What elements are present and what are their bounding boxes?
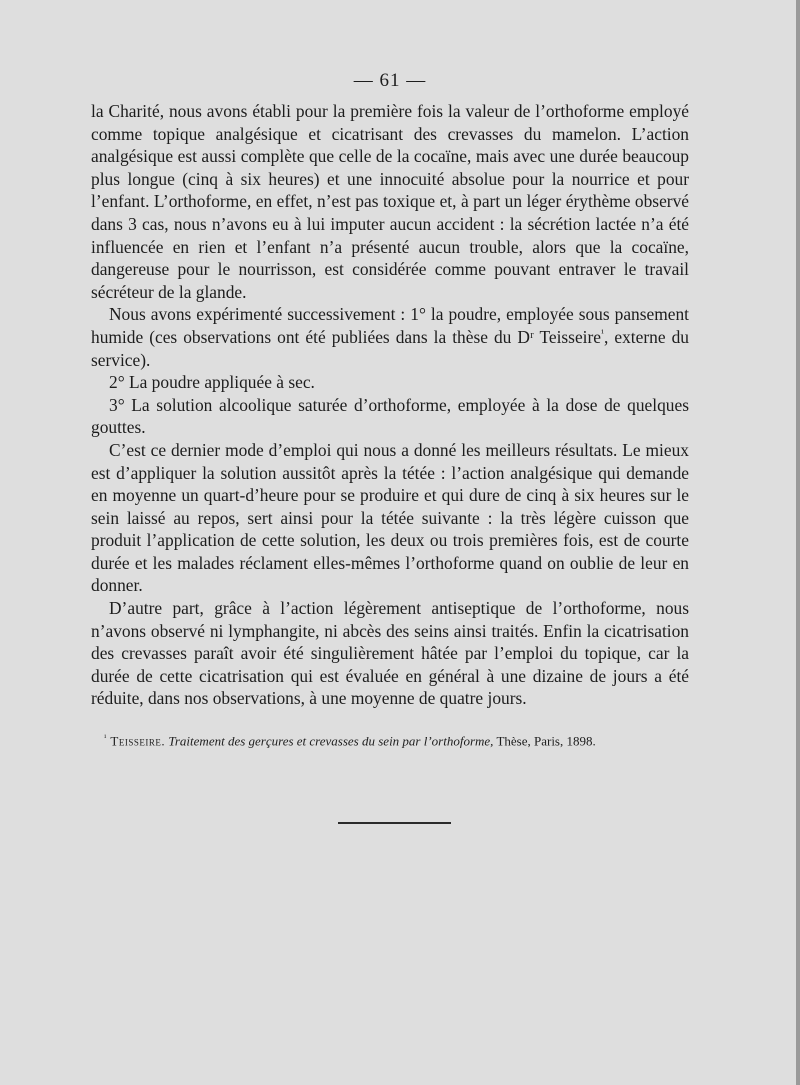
footnote-mark: ¹: [104, 733, 107, 742]
footnote-rest: Thèse, Paris, 1898.: [496, 733, 596, 749]
paragraph-6: D’autre part, grâce à l’action légèrement antiseptique de l’orthoforme, nous n’avons observé ni lymphangite, ni abcès des seins ainsi traités. Enfin la cicatrisation des crevasses paraît avoir été singulièrement hâtée par l’emploi du topique, car la durée de cette cicatrisation qui est évaluée en général à une dizaine de jours a été réduite, dans nos observations, à une moyenne de quatre jours.: [91, 598, 689, 709]
paragraph-1: la Charité, nous avons établi pour la première fois la valeur de l’orthoforme employé comme topique analgésique et cicatrisant des crevasses du mamelon. L’action analgésique est aussi complète que celle de la cocaïne, mais avec une durée beaucoup plus longue (cinq à six heures) et une innocuité absolue pour la nourrice et pour l’enfant. L’orthoforme, en effet, n’est pas toxique et, à part un léger érythème observé dans 3 cas, nous n’avons eu à lui imputer aucun accident : la sécrétion lactée n’a été influencée en rien et l’enfant n’a présenté aucun trouble, alors que la cocaïne, dangereuse pour le nourrisson, est considérée comme pouvant entraver le travail sécréteur de la glande.: [91, 101, 689, 302]
paragraph-5: C’est ce dernier mode d’emploi qui nous a donné les meilleurs résultats. Le mieux est d’appliquer la solution aussitôt après la tétée : l’action analgésique qui demande en moyenne un quart-d’heure pour se produire et qui dure de cinq à six heures sur le sein laissé au repos, sert ainsi pour la tétée suivante : la très légère cuisson que produit l’application de cette solution, les deux ou trois premières fois, est de courte durée et les malades réclament elles-mêmes l’orthoforme quand on oublie de leur en donner.: [91, 439, 689, 596]
body-text: [91, 100, 689, 710]
paragraph-4: 3° La solution alcoolique saturée d’orthoforme, employée à la dose de quelques gouttes.: [91, 394, 689, 438]
paragraph-2: [91, 303, 689, 371]
end-rule: [338, 822, 451, 824]
footnote-reference: ¹: [601, 328, 605, 340]
paragraph-3: 2° La poudre appliquée à sec.: [109, 372, 315, 393]
page-edge-shadow: [796, 0, 800, 1085]
footnote-author: Teisseire.: [110, 733, 166, 749]
footnote-title: Traitement des gerçures et crevasses du sein par l’orthoforme,: [168, 733, 494, 749]
paragraph-2-text-before: Nous avons expérimenté successivement : 1° la poudre, employée sous pansement humide (ces observations ont été publiées dans la thèse du Dʳ Teisseire: [91, 304, 689, 347]
paragraph-2-text-after: , externe du service).: [91, 326, 689, 370]
page-number: — 61 —: [353, 70, 427, 91]
footnote: [104, 730, 664, 749]
